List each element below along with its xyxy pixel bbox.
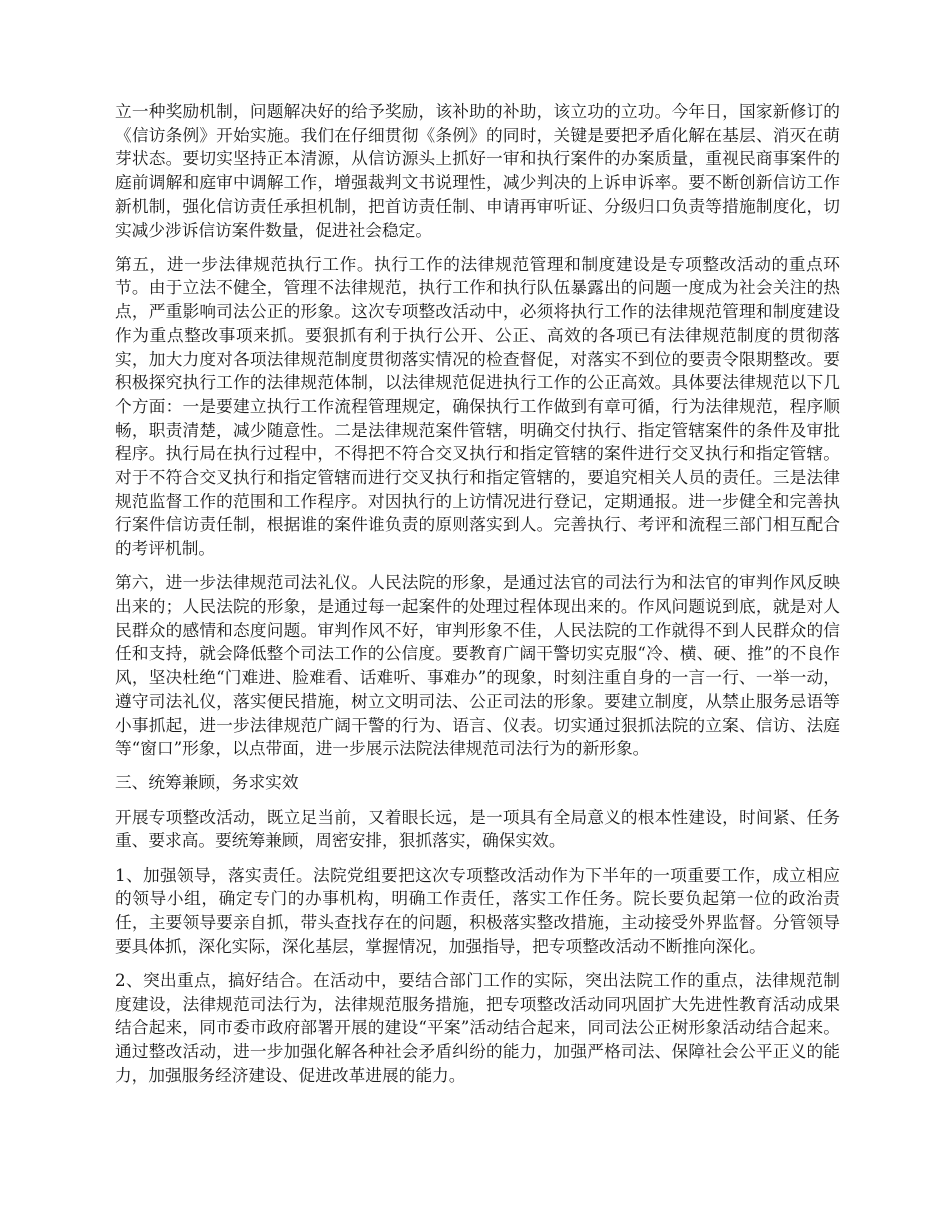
paragraph-3: 第六，进一步法律规范司法礼仪。人民法院的形象，是通过法官的司法行为和法官的审判作风反映出来的；人民法院的形象，是通过每一起案件的处理过程体现出来的。作风问题说到底，就是对人民群众的感情和态度问题。审判作风不好，审判形象不佳，人民法院的工作就得不到人民群众的信任和支持，就会降低整个司法工作的公信度。要教育广阔干警切实克服“冷、横、硬、推”的不良作风，坚决杜绝“门难进、脸难看、话难听、事难办”的现象，时刻注重自身的一言一行、一举一动，遵守司法礼仪，落实便民措施，树立文明司法、公正司法的形象。要建立制度，从禁止服务忌语等小事抓起，进一步法律规范广阔干警的行为、语言、仪表。切实通过狠抓法院的立案、信访、法庭等“窗口”形象，以点带面，进一步展示法院法律规范司法行为的新形象。	[115, 572, 840, 759]
paragraph-2: 第五，进一步法律规范执行工作。执行工作的法律规范管理和制度建设是专项整改活动的重点环节。由于立法不健全，管理不法律规范，执行工作和执行队伍暴露出的问题一度成为社会关注的热点，严重影响司法公正的形象。这次专项整改活动中，必须将执行工作的法律规范管理和制度建设作为重点整改事项来抓。要狠抓有利于执行公开、公正、高效的各项已有法律规范制度的贯彻落实，加大力度对各项法律规范制度贯彻落实情况的检查督促，对落实不到位的要责令限期整改。要积极探究执行工作的法律规范体制，以法律规范促进执行工作的公正高效。具体要法律规范以下几个方面：一是要建立执行工作流程管理规定，确保执行工作做到有章可循，行为法律规范，程序顺畅，职责清楚，减少随意性。二是法律规范案件管辖，明确交付执行、指定管辖案件的条件及审批程序。执行局在执行过程中，不得把不符合交叉执行和指定管辖的案件进行交叉执行和指定管辖。对于不符合交叉执行和指定管辖而进行交叉执行和指定管辖的，要追究相关人员的责任。三是法律规范监督工作的范围和工作程序。对因执行的上访情况进行登记，定期通报。进一步健全和完善执行案件信访责任制，根据谁的案件谁负责的原则落实到人。完善执行、考评和流程三部门相互配合的考评机制。	[115, 253, 840, 559]
section-heading: 三、统筹兼顾，务求实效	[115, 772, 299, 793]
paragraph-1: 立一种奖励机制，问题解决好的给予奖励，该补助的补助，该立功的立功。今年日，国家新修订的《信访条例》开始实施。我们在仔细贯彻《条例》的同时，关键是要把矛盾化解在基层、消灭在萌芽状态。要切实坚持正本清源，从信访源头上抓好一审和执行案件的办案质量，重视民商事案件的庭前调解和庭审中调解工作，增强裁判文书说理性，减少判决的上诉申诉率。要不断创新信访工作新机制，强化信访责任承担机制，把首访责任制、申请再审听证、分级归口负责等措施制度化，切实减少涉诉信访案件数量，促进社会稳定。	[115, 101, 840, 240]
paragraph-6: 2、突出重点，搞好结合。在活动中，要结合部门工作的实际，突出法院工作的重点，法律规范制度建设，法律规范司法行为，法律规范服务措施，把专项整改活动同巩固扩大先进性教育活动成果结合起来，同市委市政府部署开展的建设“平案”活动结合起来，同司法公正树形象活动结合起来。通过整改活动，进一步加强化解各种社会矛盾纠纷的能力，加强严格司法、保障社会公平正义的能力，加强服务经济建设、促进改革进展的能力。	[115, 969, 840, 1085]
document-body	[115, 100, 840, 1098]
paragraph-5: 1、加强领导，落实责任。法院党组要把这次专项整改活动作为下半年的一项重要工作，成立相应的领导小组，确定专门的办事机构，明确工作责任，落实工作任务。院长要负起第一位的政治责任，主要领导要亲自抓，带头查找存在的问题，积极落实整改措施，主动接受外界监督。分管领导要具体抓，深化实际，深化基层，掌握情况，加强指导，把专项整改活动不断推向深化。	[115, 864, 840, 956]
paragraph-4: 开展专项整改活动，既立足当前，又着眼长远，是一项具有全局意义的根本性建设，时间紧、任务重、要求高。要统筹兼顾，周密安排，狠抓落实，确保实效。	[115, 806, 840, 851]
